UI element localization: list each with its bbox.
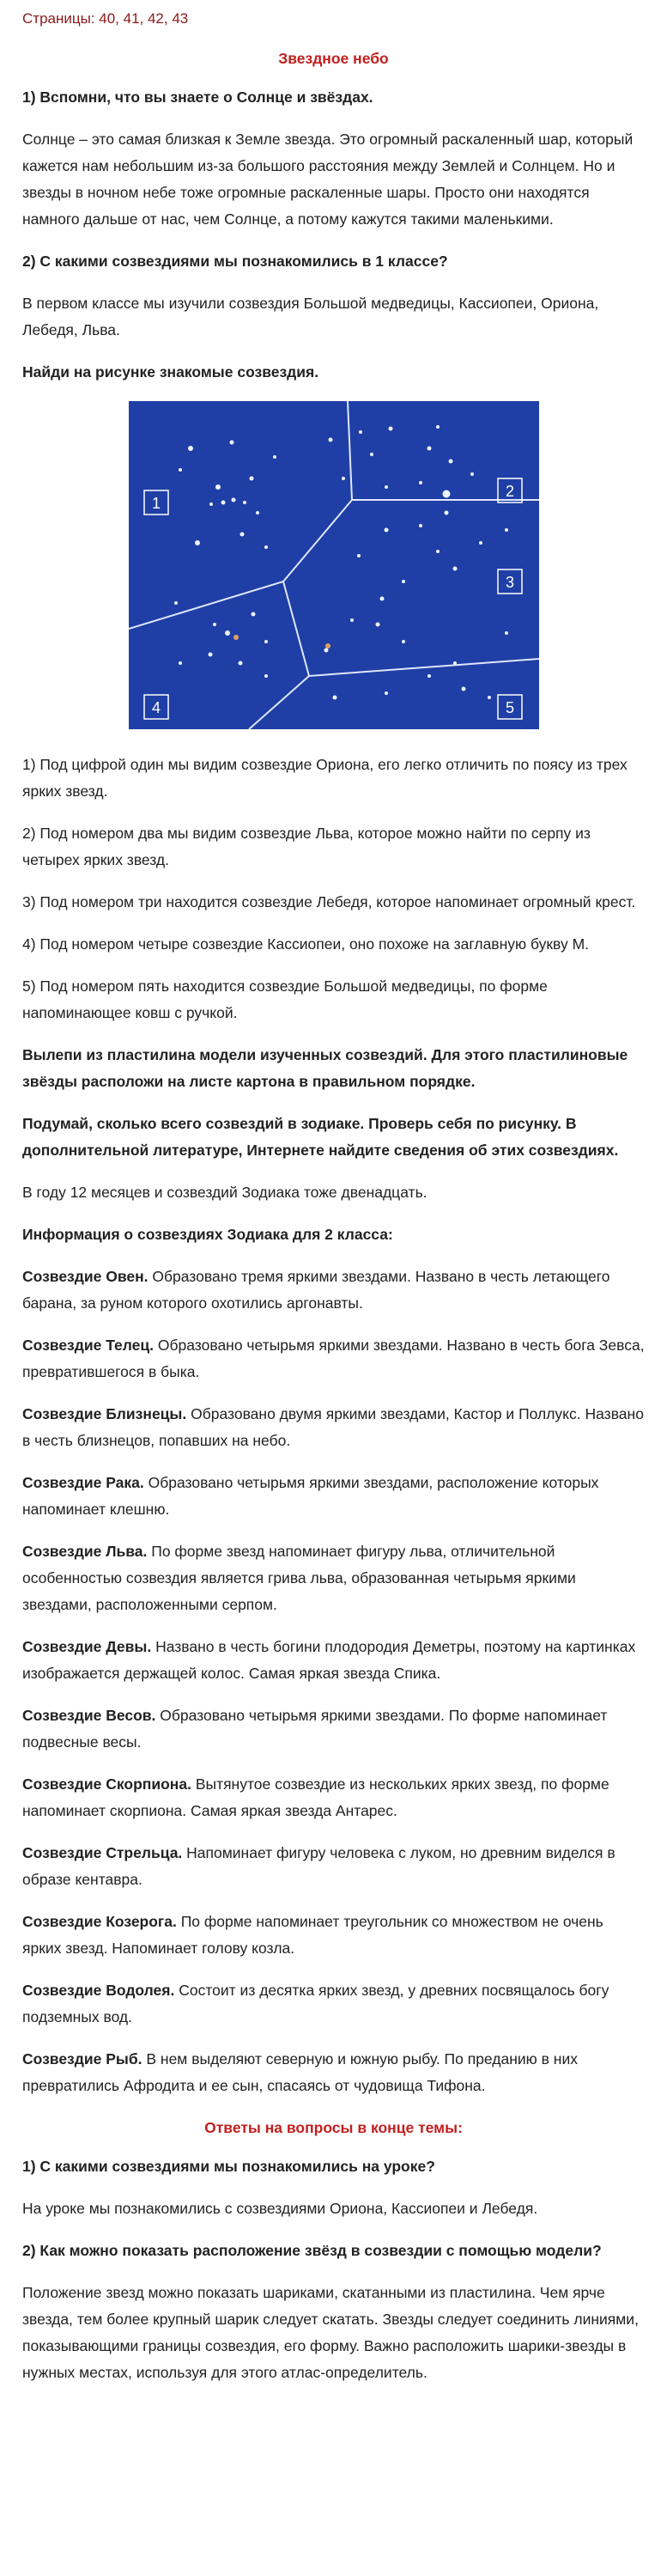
star <box>208 653 212 657</box>
zodiac-name: Созвездие Овен. <box>22 1268 149 1285</box>
constellation-figure <box>22 401 645 729</box>
zodiac-item <box>22 2046 645 2099</box>
constellation-label: 5 <box>505 699 514 716</box>
star <box>402 580 405 583</box>
zodiac-name: Созвездие Телец. <box>22 1337 155 1354</box>
star <box>436 425 440 429</box>
star <box>505 631 508 635</box>
star <box>324 649 328 653</box>
zodiac-description: Образовано тремя яркими звездами. Названо в честь летающего барана, за руном которого охотились аргонавты. <box>22 1268 610 1312</box>
star <box>221 501 225 505</box>
zodiac-item <box>22 1332 645 1385</box>
star <box>357 554 361 557</box>
star <box>448 460 452 464</box>
star <box>470 472 474 476</box>
star <box>452 567 457 571</box>
star <box>251 612 255 617</box>
star <box>209 502 213 506</box>
star <box>233 635 239 640</box>
end-answer-1: На уроке мы познакомились с созвездиями Ориона, Кассиопеи и Лебедя. <box>22 2200 538 2217</box>
numbered-answer: 2) Под номером два мы видим созвездие Льва, которое можно найти по серпу из четырех ярких звезд. <box>22 825 591 868</box>
zodiac-name: Созвездие Водолея. <box>22 1982 175 1999</box>
zodiac-description: Образовано двумя яркими звездами, Кастор и Поллукс. Названо в честь близнецов, попавших на небо. <box>22 1405 644 1449</box>
zodiac-description: Напоминает фигуру человека с луком, но древним виделся в образе кентавра. <box>22 1844 615 1888</box>
star <box>419 524 422 527</box>
task-plasticine: Вылепи из пластилина модели изученных созвездий. Для этого пластилиновые звёзды расположи на листе картона в правильном порядке. <box>22 1046 628 1090</box>
end-question-1: 1) С какими созвездиями мы познакомились на уроке? <box>22 2158 435 2175</box>
star <box>238 661 242 666</box>
numbered-answer: 3) Под номером три находится созвездие Лебедя, которое напоминает огромный крест. <box>22 893 636 910</box>
find-task: Найди на рисунке знакомые созвездия. <box>22 363 319 381</box>
zodiac-name: Созвездие Рака. <box>22 1474 144 1491</box>
zodiac-description: В нем выделяют северную и южную рыбу. По преданию в них превратились Афродита и ее сын, спасаясь от чудовища Тифона. <box>22 2050 578 2094</box>
star <box>179 661 182 665</box>
zodiac-name: Созвездие Козерога. <box>22 1913 177 1930</box>
answers-title: Ответы на вопросы в конце темы: <box>204 2119 463 2136</box>
star <box>370 453 373 456</box>
numbered-answer: 4) Под номером четыре созвездие Кассиопеи, оно похоже на заглавную букву М. <box>22 935 590 953</box>
pages-line: Страницы: 40, 41, 42, 43 <box>22 10 189 27</box>
zodiac-description: По форме звезд напоминает фигуру льва, отличительной особенностью созвездия является грива льва, образованная четырьмя яркими звездами, расположенными серпом. <box>22 1543 576 1613</box>
star <box>442 490 450 498</box>
zodiac-name: Созвездие Льва. <box>22 1543 148 1560</box>
question-2: 2) С какими созвездиями мы познакомились в 1 классе? <box>22 253 448 270</box>
star <box>359 430 362 434</box>
constellation-label: 1 <box>151 495 161 512</box>
star-map-image <box>129 401 539 729</box>
star <box>379 597 384 601</box>
numbered-answer: 1) Под цифрой один мы видим созвездие Ориона, его легко отличить по поясу из трех ярких звезд. <box>22 756 628 800</box>
zodiac-count: В году 12 месяцев и созвездий Зодиака тоже двенадцать. <box>22 1184 427 1201</box>
question-1: 1) Вспомни, что вы знаете о Солнце и звёздах. <box>22 88 373 106</box>
zodiac-description: Вытянутое созвездие из нескольких ярких звезд, по форме напоминает скорпиона. Самая яркая звезда Антарес. <box>22 1775 609 1819</box>
star <box>332 696 337 700</box>
star <box>273 455 276 459</box>
answer-1: Солнце – это самая близкая к Земле звезда. Это огромный раскаленный шар, который кажется нам небольшим из-за большого расстояния между Землей и Солнцем. Но и звезды в ночном небе тоже огромные раскаленные шары. Просто они находятся намного дальше от нас, чем Солнце, а потому кажутся такими маленькими. <box>22 131 634 228</box>
constellation-label: 2 <box>505 483 514 500</box>
star <box>385 485 388 489</box>
star <box>427 447 431 451</box>
star <box>453 661 457 665</box>
zodiac-item <box>22 1909 645 1962</box>
zodiac-item <box>22 1771 645 1824</box>
star <box>240 533 244 537</box>
star <box>419 481 422 484</box>
star <box>436 550 440 553</box>
star <box>188 446 193 451</box>
star <box>328 438 332 442</box>
star <box>264 674 268 678</box>
star <box>350 618 354 622</box>
zodiac-name: Созвездие Рыб. <box>22 2050 142 2067</box>
constellation-label: 3 <box>505 574 514 591</box>
zodiac-description: Названо в честь богини плодородия Деметры, поэтому на картинках изображается держащей колос. Самая яркая звезда Спика. <box>22 1638 636 1682</box>
page-title: Звездное небо <box>278 50 389 67</box>
zodiac-item <box>22 1401 645 1454</box>
star <box>427 674 431 678</box>
zodiac-item <box>22 1840 645 1893</box>
zodiac-description: По форме напоминает треугольник со множеством не очень ярких звезд. Напоминает голову козла. <box>22 1913 603 1957</box>
zodiac-item <box>22 1264 645 1317</box>
constellation-label: 4 <box>151 699 161 716</box>
answer-2: В первом классе мы изучили созвездия Большой медведицы, Кассиопеи, Ориона, Лебедя, Льва. <box>22 295 599 338</box>
star <box>179 468 182 472</box>
zodiac-description: Образовано четырьмя яркими звездами. По форме напоминает подвесные весы. <box>22 1707 608 1751</box>
zodiac-description: Образовано четырьмя яркими звездами. Названо в честь бога Зевса, превратившегося в быка. <box>22 1337 645 1380</box>
zodiac-name: Созвездие Весов. <box>22 1707 156 1724</box>
zodiac-item <box>22 1470 645 1523</box>
star <box>325 643 330 649</box>
end-answer-2: Положение звезд можно показать шариками, скатанными из пластилина. Чем ярче звезда, тем более крупный шарик следует скатать. Звезды следует соединить линиями, показывающими границы созвездия, его форму. Важно расположить шарики-звезды в нужных местах, используя для этого атлас-определитель. <box>22 2284 639 2381</box>
star <box>385 691 388 695</box>
zodiac-description: Состоит из десятка ярких звезд, у древних посвящалось богу подземных вод. <box>22 1982 609 2025</box>
star <box>195 540 200 545</box>
star <box>243 501 246 504</box>
star <box>213 623 216 626</box>
zodiac-description: Образовано четырьмя яркими звездами, расположение которых напоминает клешню. <box>22 1474 599 1518</box>
zodiac-name: Созвездие Скорпиона. <box>22 1775 191 1793</box>
zodiac-name: Созвездие Стрельца. <box>22 1844 183 1861</box>
zodiac-item <box>22 1538 645 1618</box>
star <box>256 511 259 515</box>
task-zodiac: Подумай, сколько всего созвездий в зодиаке. Проверь себя по рисунку. В дополнительной литературе, Интернете найдите сведения об этих созвездиях. <box>22 1115 619 1159</box>
zodiac-item <box>22 1702 645 1756</box>
star <box>444 511 448 515</box>
star <box>174 601 178 605</box>
star <box>505 528 508 532</box>
numbered-answers-list <box>22 752 645 1026</box>
star <box>461 687 465 691</box>
star <box>231 498 235 502</box>
zodiac-name: Созвездие Девы. <box>22 1638 152 1655</box>
zodiac-info-title: Информация о созвездиях Зодиака для 2 класса: <box>22 1226 393 1243</box>
star <box>225 630 230 636</box>
star <box>264 545 268 549</box>
numbered-answer: 5) Под номером пять находится созвездие Большой медведицы, по форме напоминающее ковш с ручкой. <box>22 977 548 1021</box>
zodiac-item <box>22 1634 645 1687</box>
star <box>388 427 392 431</box>
star <box>229 441 233 445</box>
star <box>479 541 482 545</box>
star <box>342 477 345 480</box>
star <box>215 484 221 490</box>
star <box>488 696 491 699</box>
star <box>384 528 388 533</box>
star <box>402 640 405 643</box>
star <box>375 623 379 627</box>
end-question-2: 2) Как можно показать расположение звёзд в созвездии с помощью модели? <box>22 2242 602 2259</box>
star <box>249 477 253 481</box>
zodiac-name: Созвездие Близнецы. <box>22 1405 187 1422</box>
star <box>264 640 268 643</box>
zodiac-list <box>22 1264 645 2099</box>
zodiac-item <box>22 1977 645 2031</box>
